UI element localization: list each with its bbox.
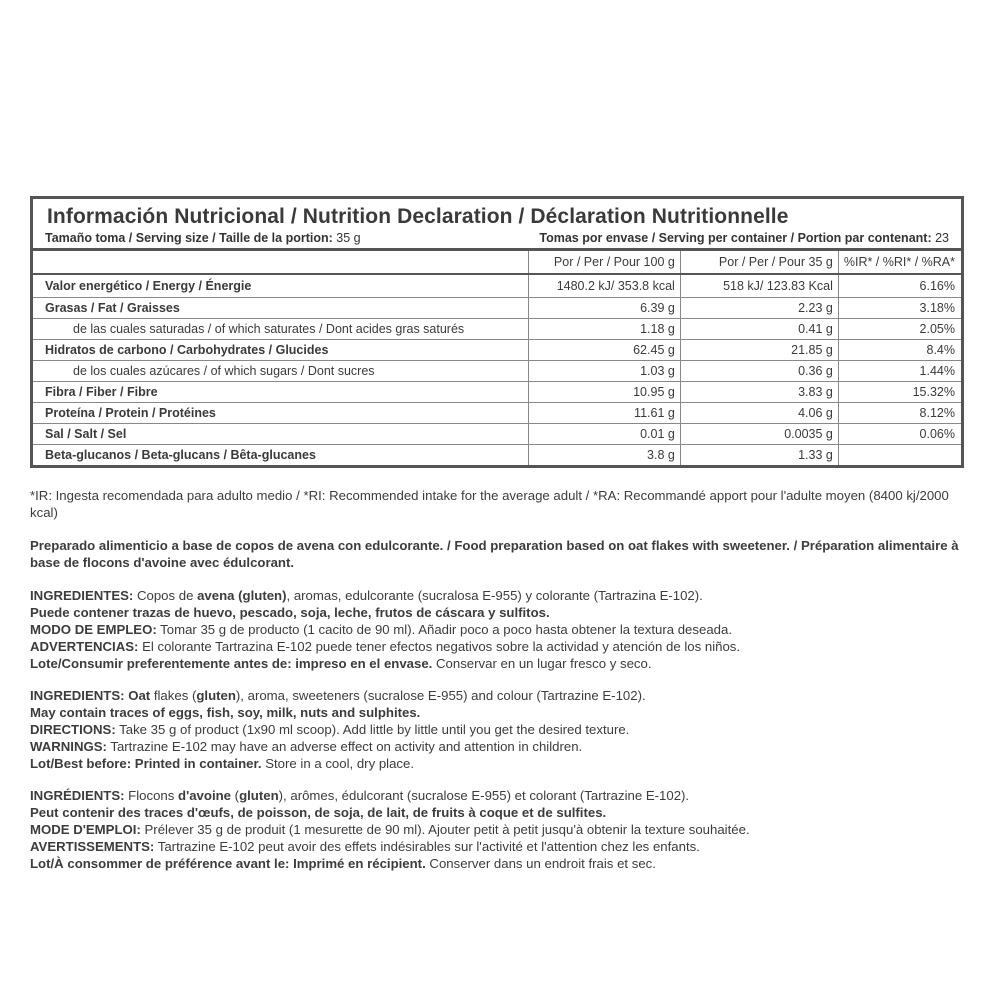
fr-lot-text: Conserver dans un endroit frais et sec. [425,856,656,871]
fr-directions-label: MODE D'EMPLOI: [30,822,141,837]
nutrient-label: Proteína / Protein / Protéines [33,403,529,424]
value-per-35g: 3.83 g [680,382,838,403]
table-row [33,424,961,445]
value-per-100g: 3.8 g [529,445,680,466]
en-directions-text: Take 35 g of product (1x90 ml scoop). Add little by little until you get the desired texture. [115,722,630,737]
es-warnings-text: El colorante Tartrazina E-102 puede tener efectos negativos sobre la actividad y atención de los niños. [138,639,741,654]
fr-ingredients-label: INGRÉDIENTS: [30,788,125,803]
es-warnings-label: ADVERTENCIAS: [30,639,139,654]
serving-size [45,231,361,245]
value-per-35g: 1.33 g [680,445,838,466]
header-cell-per35: Por / Per / Pour 35 g [680,251,838,274]
fr-warnings-label: AVERTISSEMENTS: [30,839,155,854]
servings-per-container-value: 23 [935,231,949,245]
value-ri-percent: 1.44% [838,361,961,382]
nutrition-panel [30,196,964,468]
table-row [33,445,961,466]
header-cell-label [33,251,529,274]
en-ingredients-e: ), aroma, sweeteners (sucralose E-955) and colour (Tartrazine E-102). [235,688,646,703]
nutrient-label: Hidratos de carbono / Carbohydrates / Glucides [33,340,529,361]
es-ingredients-allergen: avena (gluten) [197,588,287,603]
en-warnings-text: Tartrazine E-102 may have an adverse effect on activity and attention in children. [106,739,583,754]
nutrition-table [33,251,961,465]
table-row [33,319,961,340]
table-row [33,340,961,361]
es-allergens: Puede contener trazas de huevo, pescado, soja, leche, frutos de cáscara y sulfitos. [30,605,550,620]
value-per-35g: 0.41 g [680,319,838,340]
value-per-35g: 0.36 g [680,361,838,382]
fr-ingredients-gluten: gluten [239,788,279,803]
french-section [30,787,965,872]
fr-ingredients [30,787,965,804]
fr-ingredients-c: ( [231,788,240,803]
es-warnings [30,638,965,655]
value-ri-percent: 2.05% [838,319,961,340]
value-ri-percent: 6.16% [919,279,955,293]
value-per-100g: 11.61 g [529,403,680,424]
fr-directions-text: Prélever 35 g de produit (1 mesurette de 90 ml). Ajouter petit à petit jusqu'à obtenir la texture souhaitée. [140,822,750,837]
value-per-100g: 1480.2 kJ/ 353.8 kcal [529,274,680,298]
en-ingredients-oat: Oat [128,688,151,703]
nutrient-label: Sal / Salt / Sel [33,424,529,445]
en-ingredients [30,687,965,704]
english-section [30,687,965,772]
es-lot-text: Conservar en un lugar fresco y seco. [432,656,652,671]
fr-warnings [30,838,965,855]
en-warnings-label: WARNINGS: [30,739,107,754]
value-ri-percent: 15.32% [838,382,961,403]
fr-lot [30,855,965,872]
es-ingredients-c: , aromas, edulcorante (sucralosa E-955) y colorante (Tartrazina E-102). [286,588,703,603]
en-lot-text: Store in a cool, dry place. [261,756,415,771]
value-ri-percent: 0.06% [838,424,961,445]
value-per-100g: 1.03 g [529,361,680,382]
es-ingredients-label: INGREDIENTES: [30,588,134,603]
fr-allergens: Peut contenir des traces d'œufs, de poisson, de soja, de lait, de fruits à coque et de sulfites. [30,805,607,820]
en-lot [30,755,965,772]
es-lot-label: Lote/Consumir preferentemente antes de: impreso en el envase. [30,656,433,671]
es-directions-label: MODO DE EMPLEO: [30,622,157,637]
table-row [33,403,961,424]
es-directions-text: Tomar 35 g de producto (1 cacito de 90 ml). Añadir poco a poco hasta obtener la textura deseada. [156,622,732,637]
nutrient-label: Fibra / Fiber / Fibre [33,382,529,403]
serving-size-label: Tamaño toma / Serving size / Taille de la portion: [45,231,333,245]
en-allergens: May contain traces of eggs, fish, soy, milk, nuts and sulphites. [30,705,421,720]
value-per-100g: 62.45 g [529,340,680,361]
value-per-35g: 0.0035 g [680,424,838,445]
value-per-100g: 0.01 g [529,424,680,445]
en-directions [30,721,965,738]
value-ri-percent [838,445,961,466]
value-per-100g: 1.18 g [529,319,680,340]
en-directions-label: DIRECTIONS: [30,722,116,737]
servings-per-container-label: Tomas por envase / Serving per container / Portion par contenant: [539,231,932,245]
value-ri-percent: 3.18% [838,298,961,319]
fr-ingredients-a: Flocons [124,788,179,803]
nutrient-label: Beta-glucanos / Beta-glucans / Bêta-glucanes [33,445,529,466]
fr-lot-label: Lot/À consommer de préférence avant le: Imprimé en récipient. [30,856,426,871]
es-directions [30,621,965,638]
serving-size-value: 35 g [336,231,361,245]
fr-warnings-text: Tartrazine E-102 peut avoir des effets indésirables sur l'activité et l'attention chez les enfants. [154,839,700,854]
footnote: *IR: Ingesta recomendada para adulto medio / *RI: Recommended intake for the average adult / *RA: Recommandé apport pour l'adulte moyen (8400 kj/2000 kcal) [30,488,949,520]
header-cell-ri: %IR* / %RI* / %RA* [838,251,961,274]
en-ingredients-gluten: gluten [196,688,236,703]
en-ingredients-label: INGREDIENTS: [30,688,125,703]
nutrient-label: Grasas / Fat / Graisses [33,298,529,319]
servings-per-container [539,231,949,245]
en-ingredients-c: flakes ( [150,688,197,703]
es-ingredients [30,587,965,604]
en-warnings [30,738,965,755]
nutrient-label: Valor energético / Energy / Énergie [33,274,529,298]
value-per-100g: 10.95 g [529,382,680,403]
value-per-35g: 518 kJ/ 123.83 Kcal [680,274,838,298]
spanish-section [30,587,965,672]
es-ingredients-a: Copos de [133,588,198,603]
serving-info [33,231,961,251]
value-per-35g: 21.85 g [680,340,838,361]
header-cell-per100: Por / Per / Pour 100 g [529,251,680,274]
value-ri-percent: 8.12% [838,403,961,424]
es-lot [30,655,965,672]
fr-ingredients-e: ), arômes, édulcorant (sucralose E-955) et colorant (Tartrazine E-102). [278,788,690,803]
fr-ingredients-avoine: d'avoine [178,788,232,803]
nutrient-label: de las cuales saturadas / of which saturates / Dont acides gras saturés [33,319,529,340]
value-ri-percent: 8.4% [838,340,961,361]
table-row [33,298,961,319]
table-row [33,361,961,382]
value-per-35g: 2.23 g [680,298,838,319]
fr-directions [30,821,965,838]
nutrient-label: de los cuales azúcares / of which sugars / Dont sucres [33,361,529,382]
value-per-35g: 4.06 g [680,403,838,424]
en-lot-label: Lot/Best before: Printed in container. [30,756,262,771]
panel-title: Información Nutricional / Nutrition Declaration / Déclaration Nutritionnelle [47,205,789,228]
value-per-100g: 6.39 g [529,298,680,319]
table-row [33,382,961,403]
table-header-row [33,251,961,274]
product-description: Preparado alimenticio a base de copos de avena con edulcorante. / Food preparation based on oat flakes with sweetener. / Préparation alimentaire à base de flocons d'avoine avec édulcorant. [30,538,959,570]
table-row [33,274,961,298]
